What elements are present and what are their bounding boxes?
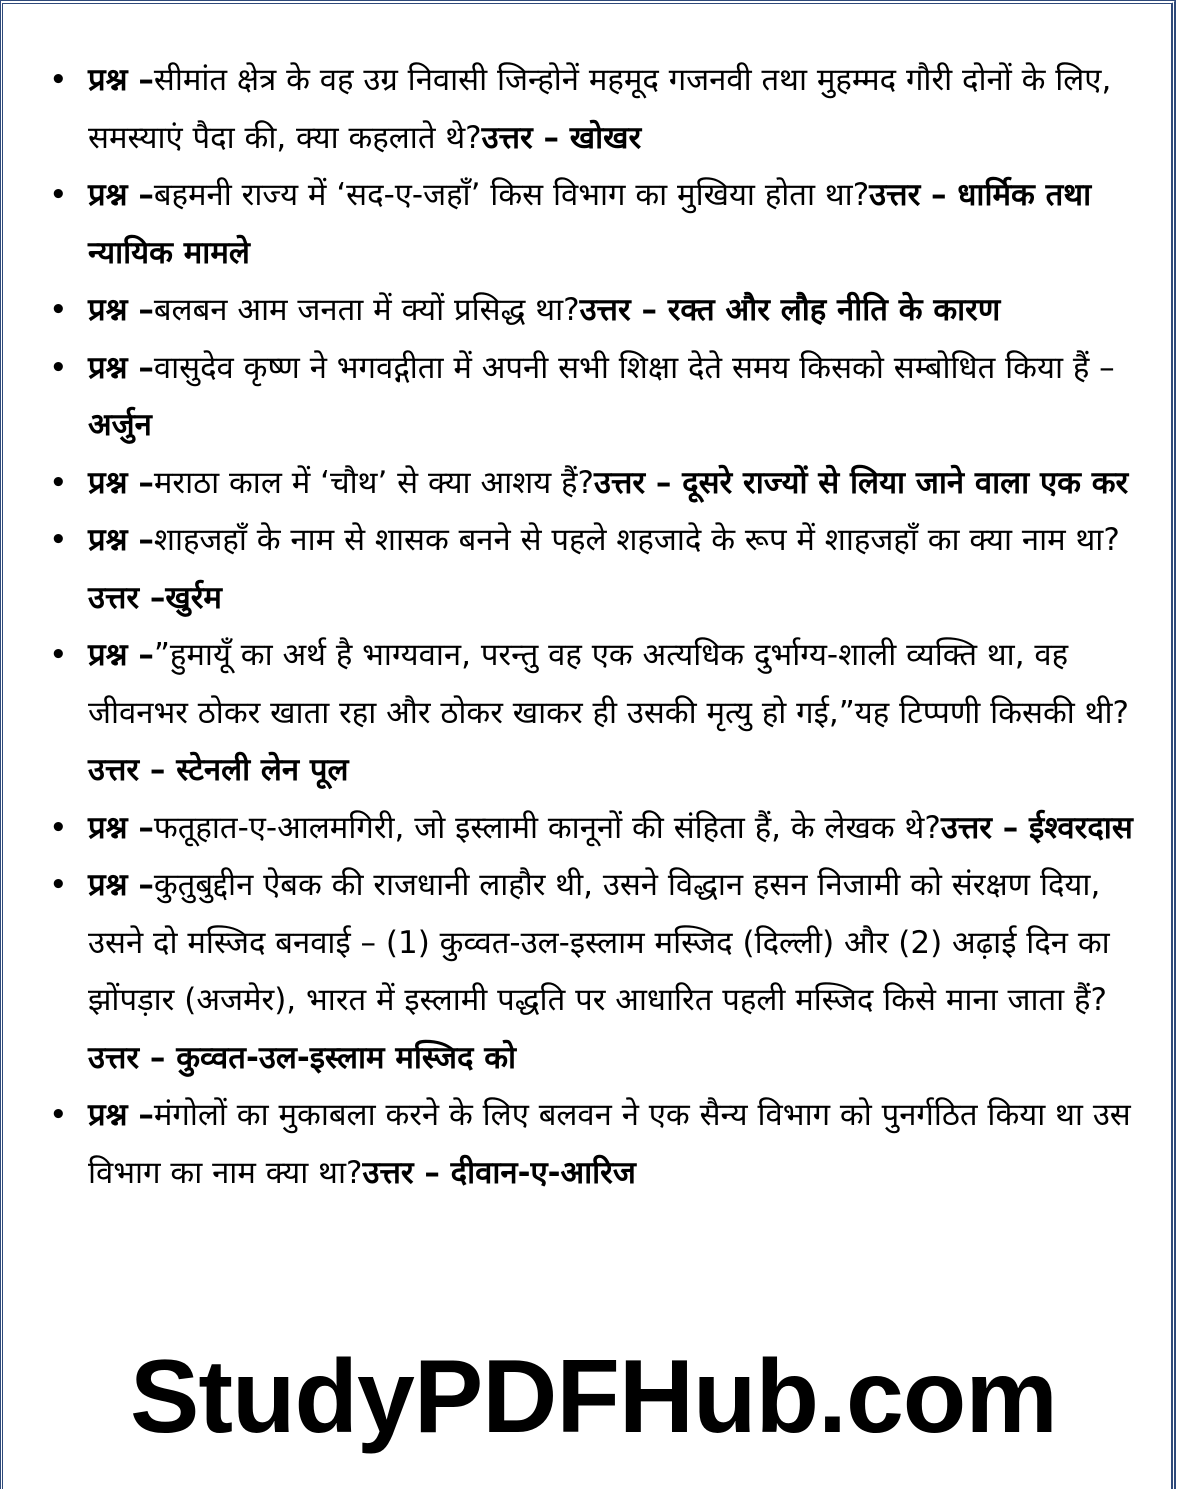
bullet-icon: • [50,352,67,383]
qa-item-7 [44,627,1154,800]
bullet-icon: • [50,65,67,95]
bullet-icon: • [50,812,67,843]
qa-list [44,52,1154,1202]
answer-text: खोखर [569,119,642,156]
answer-text: खुर्रम [165,579,222,616]
question-label: प्रश्न – [88,464,154,501]
watermark: StudyPDFHub.com [130,1339,1057,1455]
question-label: प्रश्न – [88,62,154,98]
bullet-icon: • [50,467,67,498]
answer-text: दूसरे राज्यों से लिया जाने वाला एक कर [682,464,1129,501]
answer-text: अर्जुन [88,407,152,443]
answer-label: उत्तर – [940,809,1030,846]
answer-text: दीवान-ए-आरिज [450,1154,636,1191]
question-text: फतूहात-ए-आलमगिरी, जो इस्लामी कानूनों की संहिता हैं, के लेखक थे? [153,809,941,846]
qa-item-6 [44,512,1154,627]
question-text: बहमनी राज्य में ‘सद-ए-जहाँ’ किस विभाग का मुखिया होता था? [153,177,870,213]
answer-text: कुव्वत-उल-इस्लाम मस्जिद को [176,1039,517,1076]
qa-item-4 [44,340,1154,455]
bullet-icon: • [50,1100,67,1130]
question-text: ”हुमायूँ का अर्थ है भाग्यवान, परन्तु वह एक अत्यधिक दुर्भाग्य-शाली व्यक्ति था, वह जीवनभर ठोकर खाता रहा और ठोकर खाकर ही उसकी मृत्यु हो गई,”यह टिप्पणी किसकी थी? [88,637,1129,731]
question-label: प्रश्न – [88,292,154,328]
question-label: प्रश्न – [88,522,154,558]
question-label: प्रश्न – [88,1097,154,1133]
question-label: प्रश्न – [88,177,154,213]
answer-label: उत्तर – [88,752,177,788]
question-text: मंगोलों का मुकाबला करने के लिए बलवन ने एक सैन्य विभाग को पुनर्गठित किया था उस विभाग का नाम क्या था? [88,1097,1131,1191]
answer-label: उत्तर – [579,292,668,328]
bullet-icon: • [50,525,67,555]
question-text: बलबन आम जनता में क्यों प्रसिद्ध था? [153,292,580,328]
qa-item-10 [44,1087,1154,1202]
question-text: कुतुबुद्दीन ऐबक की राजधानी लाहौर थी, उसने विद्धान हसन निजामी को संरक्षण दिया, उसने दो मस्जिद बनवाई – (1) कुव्वत-उल-इस्लाम मस्जिद (दिल्ली) और (2) अढ़ाई दिन का झोंपड़ार (अजमेर), भारत में इस्लामी पद्धति पर आधारित पहली मस्जिद किसे माना जाता हैं? [88,867,1110,1018]
answer-label: उत्तर – [869,177,958,213]
question-label: प्रश्न – [88,349,154,386]
question-label: प्रश्न – [88,637,154,673]
question-text: सीमांत क्षेत्र के वह उग्र निवासी जिन्होनें महमूद गजनवी तथा मुहम्मद गौरी दोनों के लिए, समस्याएं पैदा की, क्या कहलाते थे? [88,62,1112,156]
qa-item-8 [44,800,1154,858]
question-text: मराठा काल में ‘चौथ’ से क्या आशय हैं? [153,464,594,501]
answer-label: उत्तर – [593,464,683,501]
qa-item-1 [44,52,1154,167]
qa-item-5 [44,455,1154,513]
answer-text: ईश्वरदास [1029,809,1133,846]
bullet-icon: • [50,640,67,670]
answer-text: स्टेनली लेन पूल [176,752,349,788]
answer-label: उत्तर – [88,1039,177,1076]
bullet-icon: • [50,870,67,900]
question-text: वासुदेव कृष्ण ने भगवद्गीता में अपनी सभी शिक्षा देते समय किसको सम्बोधित किया हैं – [153,349,1115,386]
document-body [44,52,1154,1202]
answer-label: उत्तर – [362,1154,451,1191]
question-label: प्रश्न – [88,809,154,846]
question-text: शाहजहाँ के नाम से शासक बनने से पहले शहजादे के रूप में शाहजहाँ का क्या नाम था? [153,522,1120,558]
answer-text: रक्त और लौह नीति के कारण [667,292,1001,328]
answer-label: उत्तर – [481,119,570,156]
answer-label: उत्तर – [88,579,166,616]
bullet-icon: • [50,180,67,210]
bullet-icon: • [50,295,67,325]
qa-item-2 [44,167,1154,282]
answer-text: धार्मिक तथा न्यायिक मामले [88,177,1092,271]
qa-item-9 [44,857,1154,1087]
qa-item-3 [44,282,1154,340]
question-label: प्रश्न – [88,867,154,903]
